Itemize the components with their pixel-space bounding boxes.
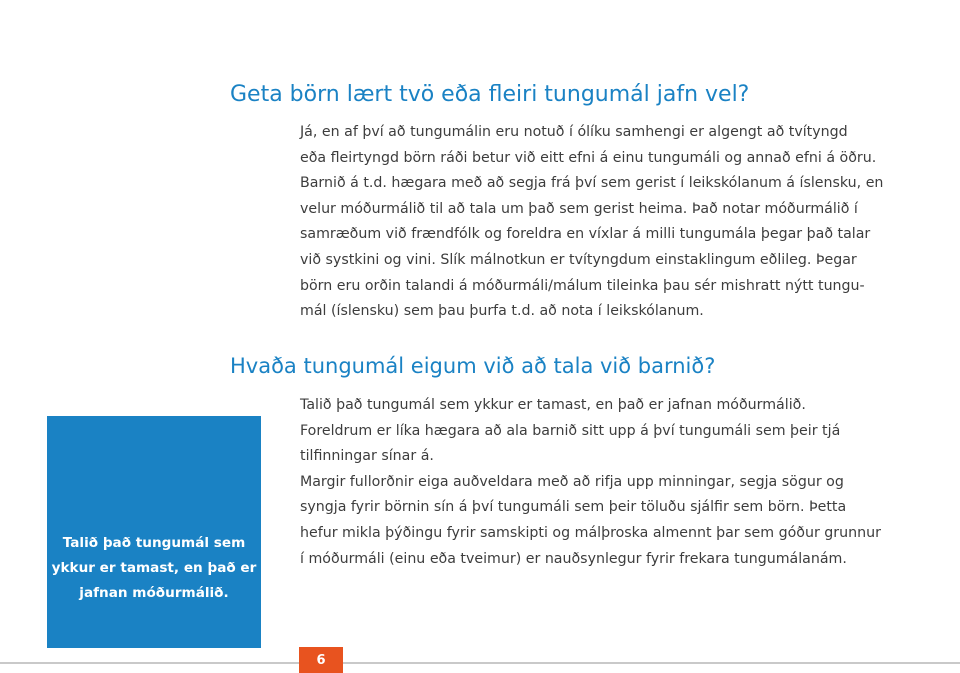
callout-box [47,416,261,648]
callout-line: jafnan móðurmálið. [79,585,229,601]
paragraph-line: hefur mikla þýðingu fyrir samskipti og málþroska almennt þar sem góður grunnur [300,524,881,541]
paragraph-line: samræðum við frændfólk og foreldra en víxlar á milli tungumála þegar það talar [300,226,871,243]
paragraph-line: Barnið á t.d. hægara með að segja frá því sem gerist í leikskólanum á íslensku, en [300,175,884,192]
paragraph-line: börn eru orðin talandi á móðurmáli/málum tileinka þau sér mishratt nýtt tungu- [300,277,865,294]
paragraph-line: Foreldrum er líka hægara að ala barnið sitt upp á því tungumáli sem þeir tjá [300,422,841,439]
section-paragraph-which-language [300,393,900,572]
paragraph-line: tilfinningar sínar á. [300,448,434,465]
paragraph-line: í móðurmáli (einu eða tveimur) er nauðsynlegur fyrir frekara tungumálanám. [300,550,847,567]
callout-text [52,531,257,606]
paragraph-line: Margir fullorðnir eiga auðveldara með að rifja upp minningar, segja sögur og [300,473,844,490]
section-heading-bilingual: Geta börn lært tvö eða fleiri tungumál jafn vel? [230,82,750,107]
section-paragraph-bilingual [300,120,900,325]
paragraph-line: Já, en af því að tungumálin eru notuð í ólíku samhengi er algengt að tvítyngd [300,124,848,140]
paragraph-line: Talið það tungumál sem ykkur er tamast, en það er jafnan móðurmálið. [300,397,806,413]
paragraph-line: við systkini og vini. Slík málnotkun er tvítyngdum einstaklingum eðlileg. Þegar [300,251,857,268]
callout-line: Talið það tungumál sem [62,535,246,551]
footer-rule [0,662,960,664]
section-heading-which-language: Hvaða tungumál eigum við að tala við barnið? [230,354,716,378]
paragraph-line: eða fleirtyngd börn ráði betur við eitt efni á einu tungumáli og annað efni á öðru. [300,149,877,166]
page-number: 6 [299,647,343,673]
paragraph-line: velur móðurmálið til að tala um það sem gerist heima. Það notar móðurmálið í [300,200,858,217]
paragraph-line: mál (íslensku) sem þau þurfa t.d. að nota í leikskólanum. [300,303,704,320]
paragraph-line: syngja fyrir börnin sín á því tungumáli sem þeir töluðu sjálfir sem börn. Þetta [300,499,847,516]
callout-line: ykkur er tamast, en það er [51,560,257,576]
